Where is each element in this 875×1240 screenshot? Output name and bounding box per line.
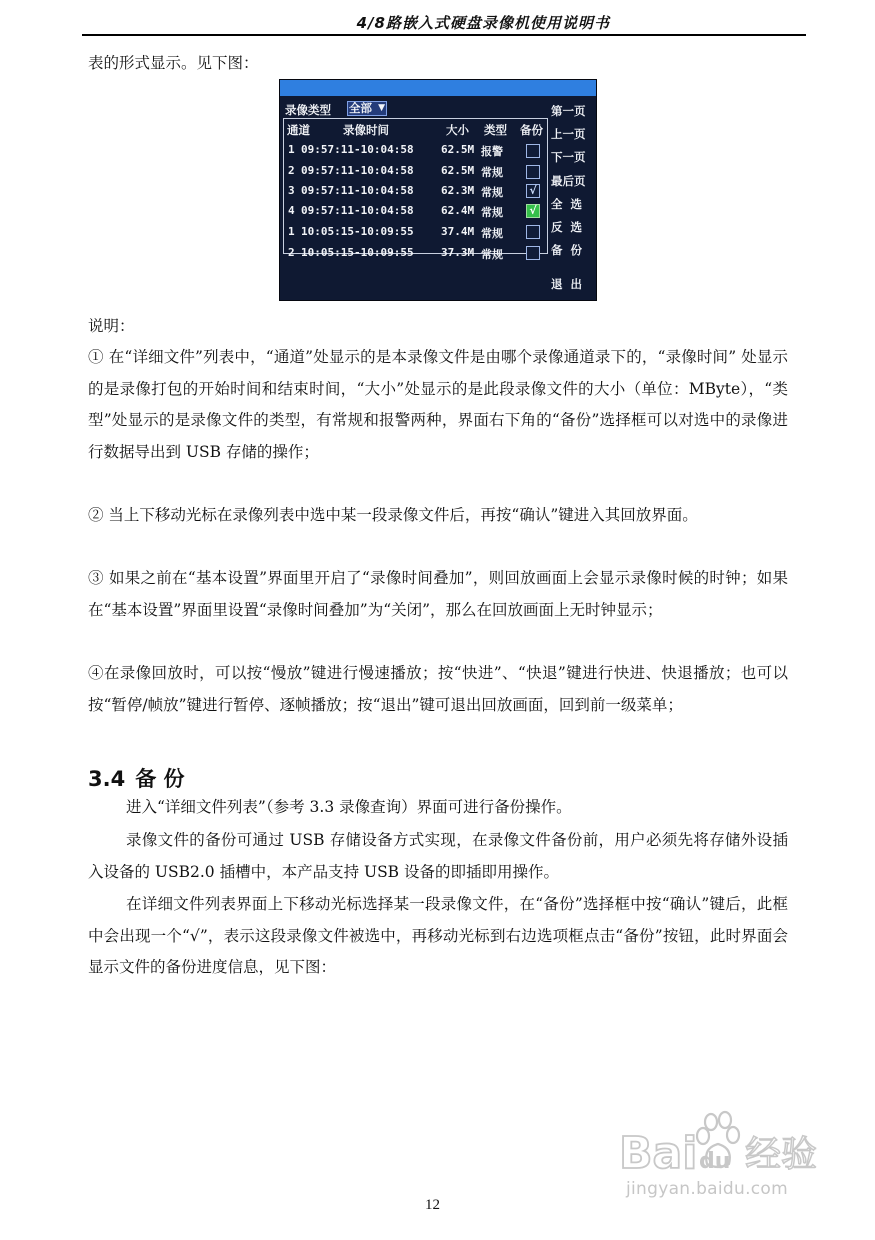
select-all-button[interactable]: 全 选 — [551, 197, 583, 211]
row-channel: 3 — [288, 184, 295, 197]
watermark-url: jingyan.baidu.com — [626, 1179, 788, 1199]
row-time: 09:57:11-10:04:58 — [301, 204, 414, 217]
row-channel: 2 — [288, 246, 295, 259]
note-4: ④在录像回放时，可以按“慢放”键进行慢速播放；按“快进”、“快退”键进行快进、快退播放；也可以按“暂停/帧放”键进行暂停、逐帧播放；按“退出”键可退出回放画面，回到前一级菜单； — [88, 664, 788, 714]
section-paragraph-3: 在详细文件列表界面上下移动光标选择某一段录像文件，在“备份”选择框中按“确认”键后，此框中会出现一个“√”，表示这段录像文件被选中，再移动光标到右边选项框点击“备份”按钮，此时界面会显示文件的备份进度信息，见下图： — [88, 895, 788, 976]
row-channel: 2 — [288, 164, 295, 177]
dvr-title-bar — [280, 80, 596, 96]
row-time: 10:05:15-10:09:55 — [301, 225, 414, 238]
row-type: 报警 — [481, 145, 503, 158]
row-time: 09:57:11-10:04:58 — [301, 164, 414, 177]
dropdown-arrow-icon: ▼ — [378, 103, 385, 113]
row-size: 37.4M — [441, 225, 475, 238]
intro-line: 表的形式显示。见下图： — [88, 54, 259, 72]
row-type: 常规 — [481, 166, 503, 179]
row-time: 10:05:15-10:09:55 — [301, 246, 414, 259]
document-title: 4/8路嵌入式硬盘录像机使用说明书 — [356, 14, 610, 32]
section-title: 备 份 — [135, 767, 185, 791]
backup-checkbox[interactable] — [526, 144, 540, 158]
prev-page-button[interactable]: 上一页 — [551, 127, 586, 141]
page-header — [82, 10, 806, 36]
section-paragraph-2: 录像文件的备份可通过 USB 存储设备方式实现，在录像文件备份前，用户必须先将存储外设插入设备的 USB2.0 插槽中，本产品支持 USB 设备的即插即用操作。 — [88, 831, 788, 881]
next-page-button[interactable]: 下一页 — [551, 150, 586, 164]
row-type: 常规 — [481, 186, 503, 199]
page-number: 12 — [425, 1197, 440, 1213]
exit-button[interactable]: 退 出 — [551, 277, 583, 291]
file-row[interactable] — [288, 164, 518, 184]
baidu-jingyan-watermark — [617, 1108, 847, 1208]
file-row[interactable] — [288, 204, 518, 224]
column-header-size: 大小 — [446, 123, 469, 137]
column-header-time: 录像时间 — [343, 123, 389, 137]
backup-button[interactable]: 备 份 — [551, 243, 583, 257]
row-time: 09:57:11-10:04:58 — [301, 184, 414, 197]
notes-label: 说明： — [88, 317, 135, 335]
svg-text:经验: 经验 — [745, 1134, 818, 1175]
section-paragraph-1: 进入“详细文件列表”（参考 3.3 录像查询）界面可进行备份操作。 — [126, 798, 572, 816]
note-3: ③ 如果之前在“基本设置”界面里开启了“录像时间叠加”，则回放画面上会显示录像时候的时钟；如果在“基本设置”界面里设置“录像时间叠加”为“关闭”，那么在回放画面上无时钟显示； — [88, 569, 788, 619]
section-heading — [88, 763, 185, 793]
backup-checkbox-selected[interactable]: √ — [526, 204, 540, 218]
file-row[interactable] — [288, 246, 518, 266]
column-header-type: 类型 — [484, 123, 507, 137]
baidu-jingyan-logo — [617, 1108, 822, 1178]
backup-checkbox[interactable] — [526, 165, 540, 179]
section-number: 3.4 — [88, 767, 126, 791]
row-type: 常规 — [481, 227, 503, 240]
backup-checkbox[interactable] — [526, 225, 540, 239]
record-type-label: 录像类型 — [285, 103, 331, 117]
file-row[interactable] — [288, 143, 518, 163]
row-size: 62.5M — [441, 164, 475, 177]
last-page-button[interactable]: 最后页 — [551, 174, 586, 188]
row-type: 常规 — [481, 248, 503, 261]
column-header-channel: 通道 — [287, 123, 310, 137]
record-type-select[interactable] — [347, 101, 387, 116]
row-channel: 1 — [288, 143, 295, 156]
row-channel: 4 — [288, 204, 295, 217]
note-2: ② 当上下移动光标在录像列表中选中某一段录像文件后，再按“确认”键进入其回放界面。 — [88, 506, 698, 524]
first-page-button[interactable]: 第一页 — [551, 104, 586, 118]
row-size: 62.5M — [441, 143, 475, 156]
row-channel: 1 — [288, 225, 295, 238]
row-size: 62.3M — [441, 184, 475, 197]
row-size: 62.4M — [441, 204, 475, 217]
row-type: 常规 — [481, 206, 503, 219]
note-1: ① 在“详细文件”列表中，“通道”处显示的是本录像文件是由哪个录像通道录下的，“录像时间” 处显示的是录像打包的开始时间和结束时间，“大小”处显示的是此段录像文件的大小（单位：MByte），“类型”处显示的是录像文件的类型，有常规和报警两种，界面右下角的“备份”选择框可以对选中的录像进行数据导出到 USB 存储的操作； — [88, 348, 788, 461]
row-size: 37.3M — [441, 246, 475, 259]
file-row[interactable] — [288, 225, 518, 245]
row-time: 09:57:11-10:04:58 — [301, 143, 414, 156]
svg-text:Bai: Bai — [619, 1128, 698, 1178]
backup-checkbox[interactable]: √ — [526, 184, 540, 198]
backup-checkbox[interactable] — [526, 246, 540, 260]
invert-selection-button[interactable]: 反 选 — [551, 220, 583, 234]
file-row[interactable] — [288, 184, 518, 204]
dvr-file-list-screenshot — [279, 79, 597, 301]
svg-text:du: du — [699, 1149, 731, 1174]
record-type-value: 全部 — [349, 101, 372, 115]
column-header-backup: 备份 — [520, 123, 543, 137]
